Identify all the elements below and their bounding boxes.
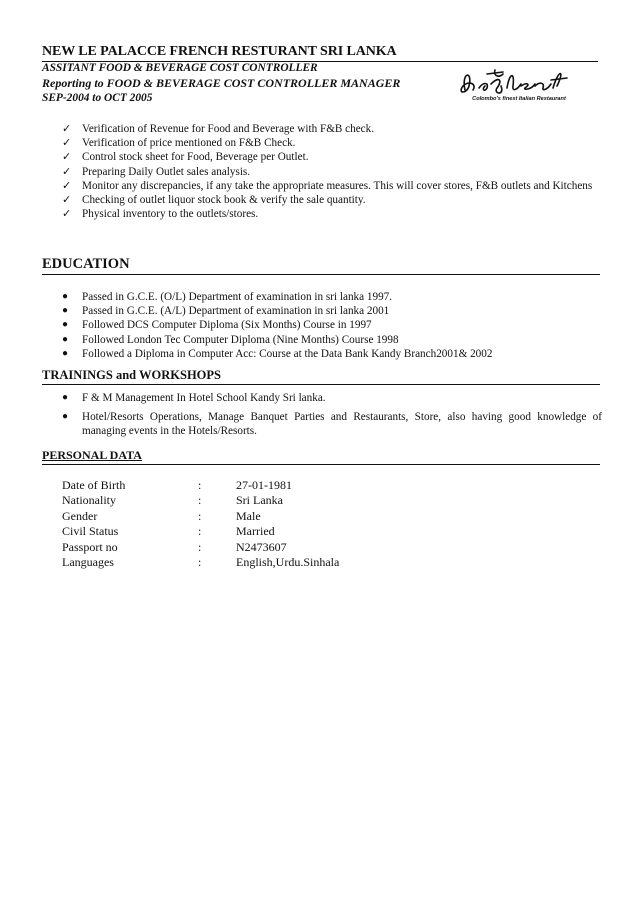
personal-heading: PERSONAL DATA xyxy=(42,448,600,465)
trainings-list xyxy=(62,391,602,439)
list-item: ● Hotel/Resorts Operations, Manage Banquet Parties and Restaurants, Store, also having good knowledge of managing events in the Hotels/Resorts. xyxy=(62,411,602,438)
bullet-icon: ● xyxy=(62,392,69,403)
list-item: ● Passed in G.C.E. (A/L) Department of examination in sri lanka 2001 xyxy=(62,305,390,318)
table-row: Civil Status : Married xyxy=(62,524,275,539)
list-item: ● F & M Management In Hotel School Kandy Sri lanka. xyxy=(62,392,326,404)
table-row: Languages : English,Urdu.Sinhala xyxy=(62,554,340,569)
list-item: ● Passed in G.C.E. (O/L) Department of examination in sri lanka 1997. xyxy=(62,291,393,303)
education-list xyxy=(62,290,602,361)
list-item: ✓ Verification of Revenue for Food and Beverage with F&B check. xyxy=(62,123,375,135)
job-reporting: Reporting to FOOD & BEVERAGE COST CONTROLLER MANAGER xyxy=(42,76,401,90)
list-item: ✓ Monitor any discrepancies, if any take the appropriate measures. This will cover stores, F&B outlets and Kitchens xyxy=(62,179,593,192)
list-item: ● Followed London Tec Computer Diploma (Nine Months) Course 1998 xyxy=(62,333,399,346)
list-item: ● Followed a Diploma in Computer Acc: Course at the Data Bank Kandy Branch2001& 2002 xyxy=(62,347,493,360)
list-item: ✓ Preparing Daily Outlet sales analysis. xyxy=(62,165,251,178)
trainings-heading: TRAININGS and WORKSHOPS xyxy=(42,368,600,385)
job-position: ASSITANT FOOD & BEVERAGE COST CONTROLLER xyxy=(42,62,318,74)
list-item: ✓ Physical inventory to the outlets/stores. xyxy=(62,208,259,221)
check-icon: ✓ xyxy=(62,194,72,207)
bullet-icon: ● xyxy=(62,319,69,331)
bullet-icon: ● xyxy=(62,347,69,359)
bullet-icon: ● xyxy=(62,333,69,345)
bullet-icon: ● xyxy=(62,291,69,302)
bullet-icon: ● xyxy=(62,305,69,317)
check-icon: ✓ xyxy=(62,137,72,150)
list-item: ✓ Checking of outlet liquor stock book & verify the sale quantity. xyxy=(62,194,366,207)
list-item: ✓ Verification of price mentioned on F&B Check. xyxy=(62,137,296,150)
check-icon: ✓ xyxy=(62,179,72,192)
check-icon: ✓ xyxy=(62,151,72,164)
job-title: NEW LE PALACCE FRENCH RESTURANT SRI LANKA xyxy=(42,44,598,62)
job-period: SEP-2004 to OCT 2005 xyxy=(42,92,153,104)
check-icon: ✓ xyxy=(62,123,72,135)
education-heading: EDUCATION xyxy=(42,256,600,275)
table-row: Date of Birth : 27-01-1981 xyxy=(62,478,292,492)
personal-data-table xyxy=(62,478,339,570)
bullet-icon: ● xyxy=(62,411,69,423)
table-row: Passport no : N2473607 xyxy=(62,539,287,554)
bagleaf-logo xyxy=(443,66,595,102)
check-icon: ✓ xyxy=(62,208,72,221)
list-item: ● Followed DCS Computer Diploma (Six Months) Course in 1997 xyxy=(62,319,372,332)
table-row: Gender : Male xyxy=(62,508,261,523)
logo-tagline: Colombo's finest Italian Restaurant xyxy=(472,96,566,102)
table-row: Nationality : Sri Lanka xyxy=(62,493,283,508)
duties-list xyxy=(62,122,602,221)
list-item: ✓ Control stock sheet for Food, Beverage per Outlet. xyxy=(62,151,309,164)
check-icon: ✓ xyxy=(62,165,72,178)
